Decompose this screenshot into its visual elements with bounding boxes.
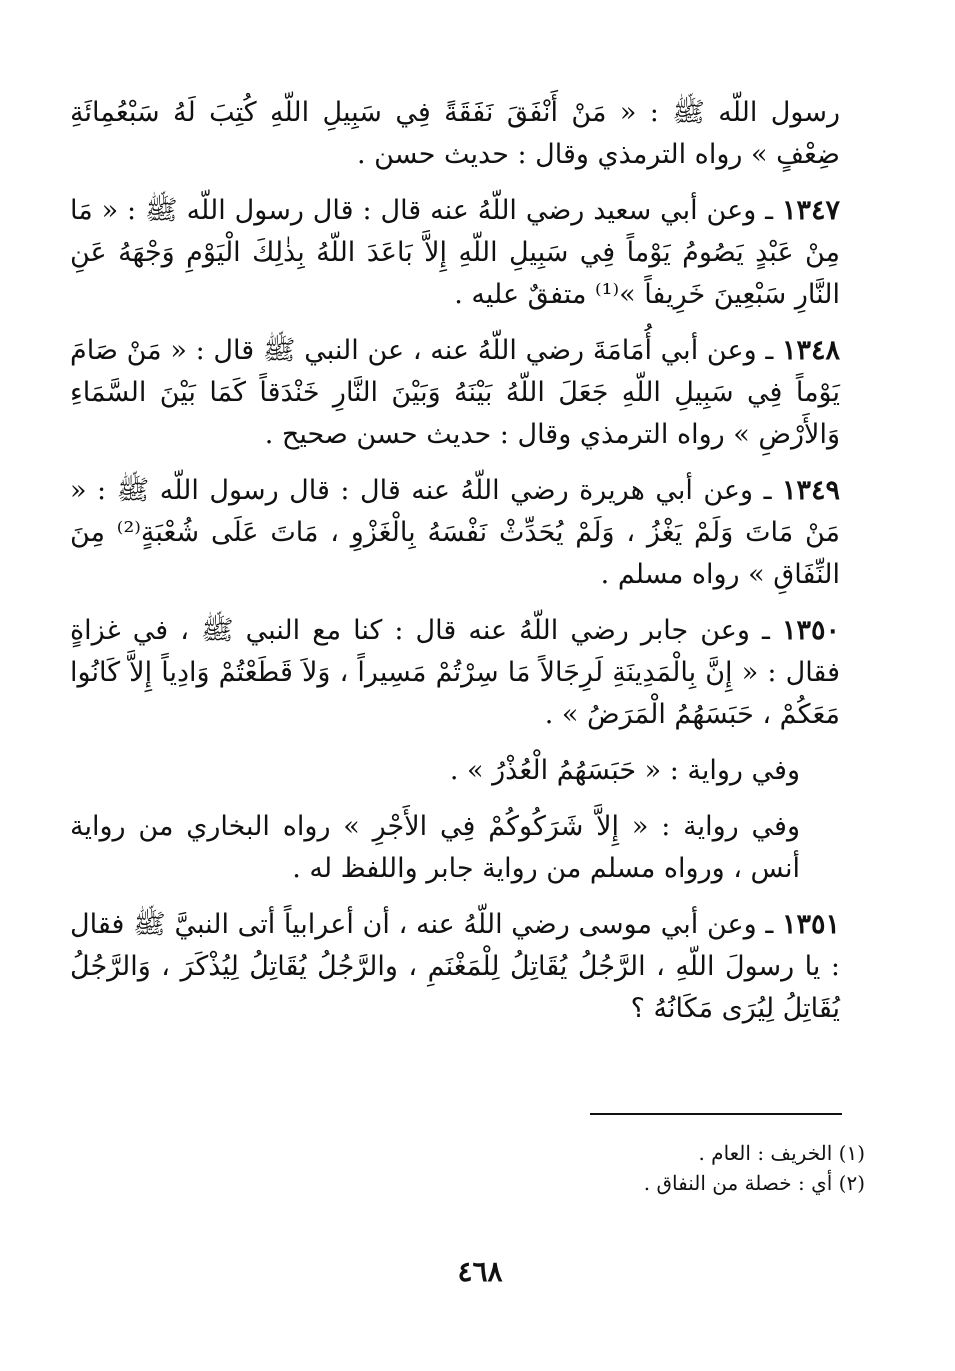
footnote-divider	[590, 1113, 842, 1115]
paragraph-text: ـ وعن أبي أُمَامَةَ رضي اللّهُ عنه ، عن النبي ﷺ قال : « مَنْ صَامَ يَوْماً فِي سَبِيلِ اللّهِ جَعَلَ اللّهُ بَيْنَهُ وَبَيْنَ النَّارِ خَنْدَقاً كَمَا بَيْنَ السَّمَاءِ وَالأَرْضِ » رواه الترمذي وقال : حديث حسن صحيح .	[70, 335, 840, 450]
paragraph-text: ـ وعن جابر رضي اللّهُ عنه قال : كنا مع النبي ﷺ ، في غزاةٍ فقال : « إِنَّ بِالْمَدِينَةِ لَرِجَالاً مَا سِرْتُمْ مَسِيراً ، وَلاَ قَطَعْتُمْ وَادِياً إِلاَّ كَانُوا مَعَكُمْ ، حَبَسَهُمُ الْمَرَضُ » .	[70, 615, 840, 730]
hadith-number: ١٣٥١	[781, 909, 840, 940]
paragraph-text: وفي رواية : « حَبَسَهُمُ الْعُذْرُ » .	[449, 755, 800, 786]
paragraph-1351	[70, 904, 840, 1030]
paragraph-1346-continued	[70, 92, 840, 176]
paragraph-1349	[70, 470, 840, 596]
paragraph-text: ـ وعن أبي موسى رضي اللّهُ عنه ، أن أعرابياً أتى النبيَّ ﷺ فقال : يا رسولَ اللّهِ ، الرَّجُلُ يُقَاتِلُ لِلْمَغْنَمِ ، والرَّجُلُ يُقَاتِلُ لِيُذْكَرَ ، وَالرَّجُلُ يُقَاتِلُ لِيُرَى مَكَانُهُ ؟	[70, 909, 840, 1024]
paragraph-text: رسول اللّه ﷺ : « مَنْ أَنْفَقَ نَفَقَةً فِي سَبِيلِ اللّهِ كُتِبَ لَهُ سَبْعُمِائَةِ ضِعْفٍ » رواه الترمذي وقال : حديث حسن .	[70, 97, 840, 170]
paragraph-1348	[70, 330, 840, 456]
hadith-number: ١٣٤٧	[781, 195, 840, 226]
paragraph-text: وفي رواية : « إِلاَّ شَرَكُوكُمْ فِي الأَجْرِ » رواه البخاري من رواية أنس ، ورواه مسلم من رواية جابر واللفظ له .	[70, 811, 800, 884]
paragraph-riwaya-2	[70, 806, 840, 890]
paragraph-1350	[70, 610, 840, 736]
hadith-number: ١٣٤٩	[781, 475, 840, 506]
paragraph-1347	[70, 190, 840, 316]
footnotes	[420, 1138, 865, 1198]
hadith-number: ١٣٤٨	[781, 335, 840, 366]
page-number: ٤٦٨	[457, 1255, 503, 1288]
footnote-2: (٢) أي : خصلة من النفاق .	[643, 1171, 865, 1195]
page-body	[70, 92, 840, 1044]
paragraph-text: ـ وعن أبي سعيد رضي اللّهُ عنه قال : قال رسول اللّه ﷺ : « مَا مِنْ عَبْدٍ يَصُومُ يَوْماً فِي سَبِيلِ اللّهِ إِلاَّ بَاعَدَ اللّهُ بِذٰلِكَ الْيَوْمِ وَجْهَهُ عَنِ النَّارِ سَبْعِينَ خَرِيفاً »⁽¹⁾ متفقٌ عليه .	[70, 195, 840, 310]
paragraph-riwaya-1	[70, 750, 840, 792]
hadith-number: ١٣٥٠	[781, 615, 840, 646]
footnote-1: (١) الخريف : العام .	[698, 1141, 865, 1165]
paragraph-text: ـ وعن أبي هريرة رضي اللّهُ عنه قال : قال رسول اللّه ﷺ : « مَنْ مَاتَ وَلَمْ يَغْزُ ، وَلَمْ يُحَدِّثْ نَفْسَهُ بِالْغَزْوِ ، مَاتَ عَلَى شُعْبَةٍ⁽²⁾ مِنَ النِّفَاقِ » رواه مسلم .	[70, 475, 840, 590]
